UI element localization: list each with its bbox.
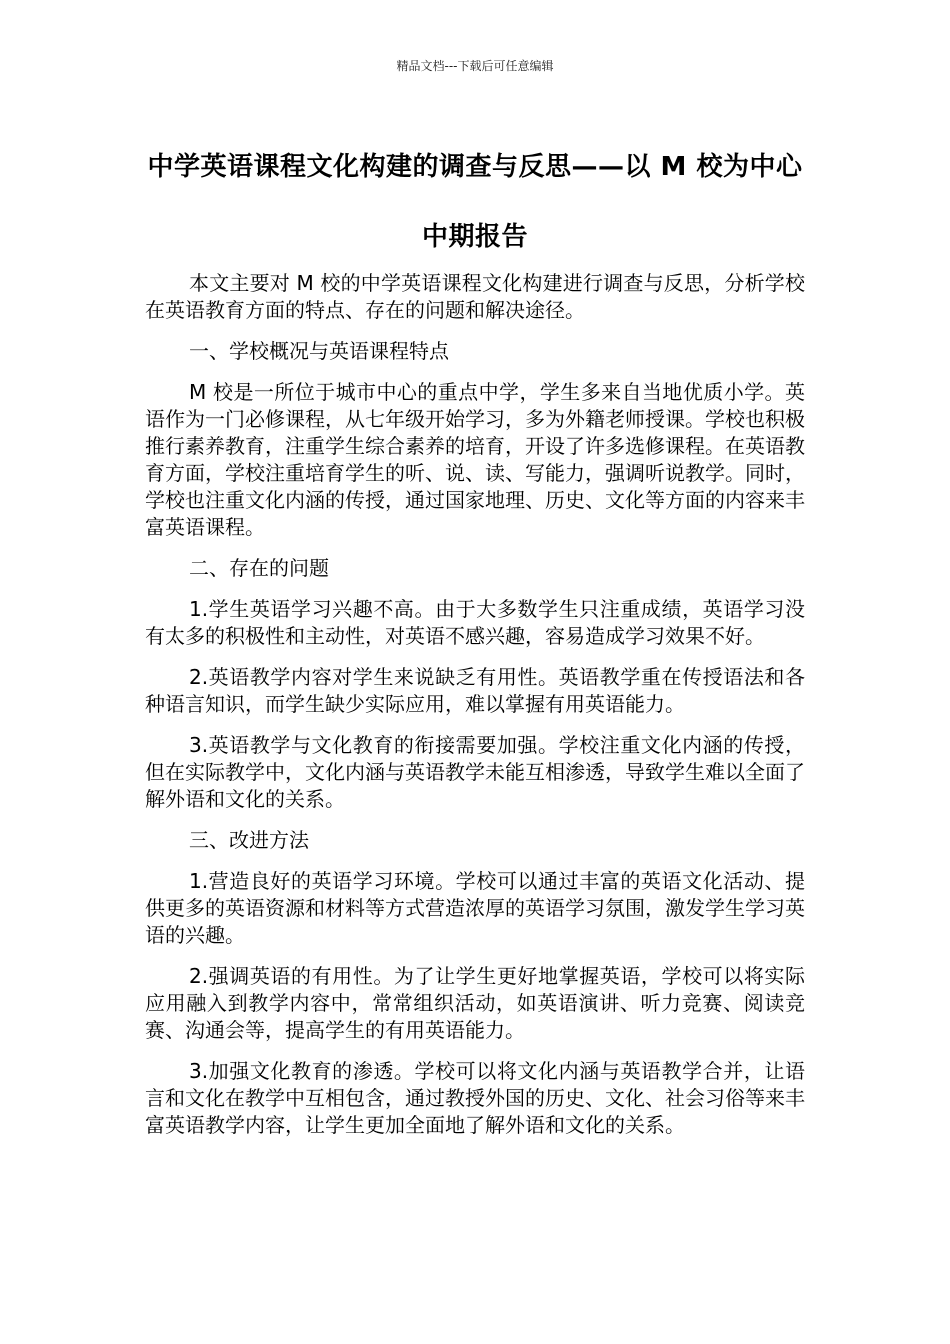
method-item-2: 2.强调英语的有用性。为了让学生更好地掌握英语，学校可以将实际应用融入到教学内容中，常常组织活动，如英语演讲、听力竞赛、阅读竞赛、沟通会等，提高学生的有用英语能力。 — [145, 964, 805, 1042]
problem-item-3: 3.英语教学与文化教育的衔接需要加强。学校注重文化内涵的传授，但在实际教学中，文化内涵与英语教学未能互相渗透，导致学生难以全面了解外语和文化的关系。 — [145, 733, 805, 811]
paragraph-school-overview: M 校是一所位于城市中心的重点中学，学生多来自当地优质小学。英语作为一门必修课程，从七年级开始学习，多为外籍老师授课。学校也积极推行素养教育，注重学生综合素养的培育，开设了许多选修课程。在英语教育方面，学校注重培育学生的听、说、读、写能力，强调听说教学。同时，学校也注重文化内涵的传授，通过国家地理、历史、文化等方面的内容来丰富英语课程。 — [145, 380, 805, 539]
method-item-1: 1.营造良好的英语学习环境。学校可以通过丰富的英语文化活动、提供更多的英语资源和材料等方式营造浓厚的英语学习氛围，激发学生学习英语的兴趣。 — [145, 869, 805, 947]
problem-item-1: 1.学生英语学习兴趣不高。由于大多数学生只注重成绩，英语学习没有太多的积极性和主动性，对英语不感兴趣，容易造成学习效果不好。 — [145, 597, 805, 648]
document-title: 中学英语课程文化构建的调查与反思——以 M 校为中心中期报告 — [147, 152, 803, 252]
method-item-3: 3.加强文化教育的渗透。学校可以将文化内涵与英语教学合并，让语言和文化在教学中互相包含，通过教授外国的历史、文化、社会习俗等来丰富英语教学内容，让学生更加全面地了解外语和文化的关系。 — [145, 1059, 805, 1137]
document-body — [145, 270, 805, 1153]
page-header: 精品文档---下载后可任意编辑 — [396, 59, 554, 73]
section-heading-1: 一、学校概况与英语课程特点 — [189, 339, 449, 363]
intro-paragraph: 本文主要对 M 校的中学英语课程文化构建进行调查与反思，分析学校在英语教育方面的特点、存在的问题和解决途径。 — [145, 271, 805, 322]
problem-item-2: 2.英语教学内容对学生来说缺乏有用性。英语教学重在传授语法和各种语言知识，而学生缺少实际应用，难以掌握有用英语能力。 — [145, 665, 805, 716]
section-heading-3: 三、改进方法 — [189, 828, 309, 852]
section-heading-2: 二、存在的问题 — [189, 556, 329, 580]
